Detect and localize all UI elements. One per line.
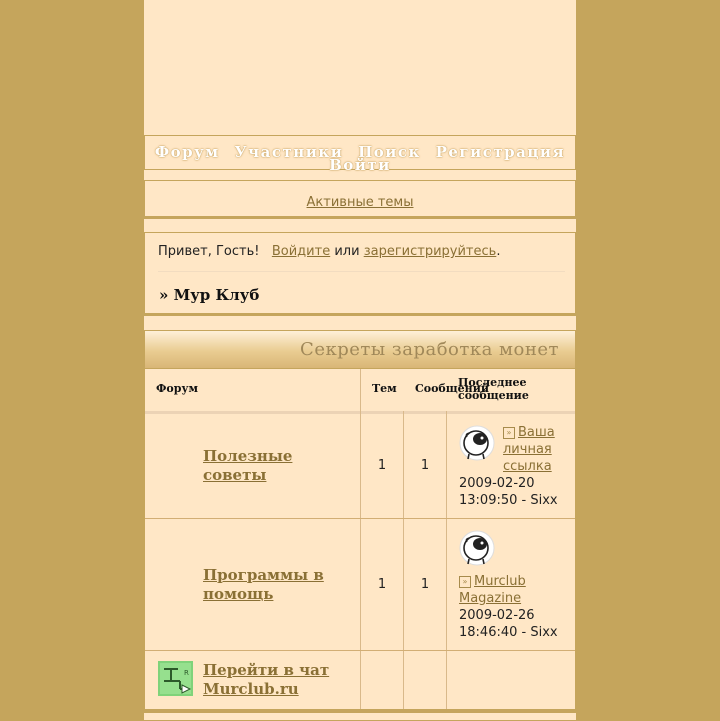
nav-register[interactable]: Регистрация — [435, 143, 566, 161]
active-topics-link[interactable]: Активные темы — [306, 195, 414, 210]
column-topics: Тем — [372, 382, 397, 395]
column-forum: Форум — [156, 382, 199, 395]
register-link[interactable]: зарегистрируйтесь — [363, 244, 497, 259]
goto-post-icon[interactable]: » — [459, 576, 471, 588]
last-post-date: 2009-02-20 — [459, 476, 535, 491]
footer-strip — [144, 712, 576, 721]
category-block — [144, 330, 576, 712]
column-divider — [360, 369, 361, 709]
or-text: или — [334, 244, 360, 259]
topics-count: 1 — [377, 577, 387, 592]
last-post-link[interactable]: Ваша личная ссылка — [503, 425, 555, 474]
last-post-title-cell — [459, 573, 559, 607]
nav-forum[interactable]: Форум — [154, 143, 220, 161]
last-post-date: 2009-02-26 — [459, 608, 535, 623]
column-posts: Сообщений — [415, 382, 490, 395]
column-last-post: Последнее сообщение — [458, 376, 529, 402]
nav-members[interactable]: Участники — [234, 143, 344, 161]
last-post-link[interactable]: Murclub Magazine — [459, 574, 526, 606]
active-topics-box — [144, 180, 576, 219]
posts-count: 1 — [420, 458, 430, 473]
last-post-meta — [459, 475, 569, 509]
header-banner — [144, 0, 576, 135]
login-link[interactable]: Войдите — [271, 244, 331, 259]
column-divider — [446, 411, 447, 709]
forum-link-chat[interactable]: Перейти в чат Murclub.ru — [203, 661, 330, 698]
breadcrumb: » Мур Клуб — [159, 286, 260, 304]
page-container — [144, 0, 576, 720]
row-divider — [145, 650, 575, 651]
chat-redirect-icon — [158, 661, 193, 696]
welcome-box — [144, 232, 576, 316]
forum-link-useful-tips[interactable]: Полезные советы — [203, 447, 293, 484]
period-text: . — [496, 244, 501, 259]
last-post-time-author: 13:09:50 - Sixx — [459, 493, 558, 508]
navbar-row-2 — [145, 156, 575, 174]
main-navbar — [144, 135, 576, 174]
nav-search[interactable]: Поиск — [358, 143, 421, 161]
nav-login[interactable]: Войти — [329, 156, 391, 174]
category-title: Секреты заработка монет — [300, 339, 559, 360]
last-post-title-cell — [503, 424, 563, 475]
category-header — [145, 331, 575, 369]
sheep-avatar-icon — [459, 425, 495, 461]
greeting-text: Привет, Гость! — [158, 244, 260, 259]
column-divider — [403, 411, 404, 709]
divider — [158, 271, 565, 272]
topics-count: 1 — [377, 458, 387, 473]
forum-link-helper-programs[interactable]: Программы в помощь — [203, 566, 324, 603]
svg-text:R: R — [184, 669, 189, 677]
last-post-time-author: 18:46:40 - Sixx — [459, 625, 558, 640]
goto-post-icon[interactable]: » — [503, 427, 515, 439]
row-divider — [145, 518, 575, 519]
last-post-meta — [459, 607, 569, 641]
welcome-line — [158, 244, 500, 259]
sheep-avatar-icon — [459, 530, 495, 566]
posts-count: 1 — [420, 577, 430, 592]
